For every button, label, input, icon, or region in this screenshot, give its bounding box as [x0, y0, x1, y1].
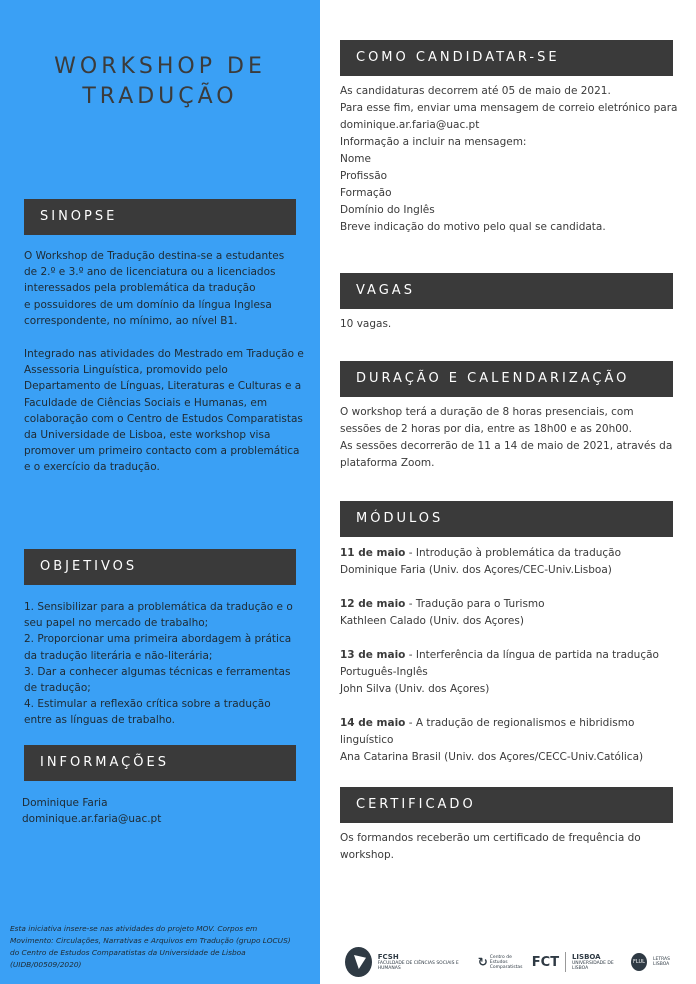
text-line: Informação a incluir na mensagem:: [340, 136, 527, 148]
fcsh-logo: FCSH FACULDADE DE CIÊNCIAS SOCIAIS E HUMANAS: [377, 953, 459, 971]
divider: [565, 952, 566, 972]
title-line-2: TRADUÇÃO: [82, 84, 238, 109]
module-speaker: Dominique Faria (Univ. dos Açores/CEC-Univ.Lisboa): [340, 564, 612, 576]
partner-logos: [345, 944, 675, 980]
text-line: Formação: [340, 187, 392, 199]
cec-logo: ↻ Centro de Estudos Comparatistas: [477, 954, 523, 970]
text-line: correspondente, no mínimo, ao nível B1.: [24, 314, 238, 327]
candidatar-text: [340, 83, 685, 236]
module-item: [340, 715, 685, 766]
text-line: As sessões decorrerão de 11 a 14 de maio de 2021, através da: [340, 440, 673, 452]
letras-logo: LETRAS LISBOA: [653, 957, 670, 967]
module-speaker: Kathleen Calado (Univ. dos Açores): [340, 615, 524, 627]
text-line: colaboração com o Centro de Estudos Comparatistas: [24, 412, 303, 425]
module-date: 14 de maio: [340, 717, 406, 729]
duracao-text: [340, 404, 685, 472]
candidatar-header: COMO CANDIDATAR-SE: [340, 40, 673, 76]
text-line: e possuidores de um domínio da língua Inglesa: [24, 298, 272, 311]
text-line: O Workshop de Tradução destina-se a estudantes: [24, 250, 285, 262]
certificado-header: CERTIFICADO: [340, 787, 673, 823]
application-email[interactable]: dominique.ar.faria@uac.pt: [340, 119, 480, 131]
text-line: Faculdade de Ciências Sociais e Humanas, em: [24, 396, 268, 409]
ulisboa-logo: LISBOA UNIVERSIDADE DE LISBOA: [571, 953, 614, 971]
text-line: 1. Sensibilizar para a problemática da tradução e o: [24, 601, 293, 613]
text-line: 4. Estimular a reflexão crítica sobre a tradução: [24, 698, 271, 711]
modulos-header: MÓDULOS: [340, 501, 673, 537]
text-line: da tradução literária e não-literária;: [24, 649, 213, 662]
text-line: As candidaturas decorrem até 05 de maio de 2021.: [340, 85, 611, 97]
objetivos-list: [24, 599, 309, 729]
informacoes-contact: [22, 795, 307, 827]
sinopse-header: SINOPSE: [24, 199, 296, 235]
text-line: workshop.: [340, 849, 394, 861]
text-line: Breve indicação do motivo pelo qual se candidata.: [340, 221, 606, 233]
text-line: interessados pela problemática da tradução: [24, 282, 256, 295]
module-topic: - Interferência da língua de partida na tradução: [405, 649, 659, 661]
text-line: 2. Proporcionar uma primeira abordagem à prática: [24, 633, 292, 646]
text-line: Nome: [340, 153, 371, 165]
sinopse-text: [24, 248, 309, 493]
fcsh-logo-icon: [345, 947, 372, 977]
module-topic-continued: Português-Inglês: [340, 666, 428, 678]
sinopse-paragraph-2: [24, 346, 309, 476]
sinopse-paragraph-1: [24, 248, 309, 329]
contact-email[interactable]: dominique.ar.faria@uac.pt: [22, 813, 162, 826]
text-line: de 2.º e 3.º ano de licenciatura ou a licenciados: [24, 266, 276, 279]
vagas-header: VAGAS: [340, 273, 673, 309]
module-topic: - Tradução para o Turismo: [405, 598, 545, 610]
text-line: e o exercício da tradução.: [24, 461, 160, 474]
module-topic: - A tradução de regionalismos e hibridismo: [405, 717, 635, 729]
module-topic: - Introdução à problemática da tradução: [405, 547, 622, 559]
title-line-1: WORKSHOP DE: [54, 54, 266, 79]
module-date: 13 de maio: [340, 649, 406, 661]
text-line: Esta iniciativa insere-se nas atividades do projeto MOV. Corpos em: [10, 924, 258, 933]
module-item: [340, 545, 685, 579]
module-topic-continued: linguístico: [340, 734, 394, 746]
module-date: 11 de maio: [340, 547, 406, 559]
module-item: [340, 596, 685, 630]
flul-logo: FLUL: [631, 953, 647, 971]
certificado-text: [340, 830, 685, 864]
vagas-text: 10 vagas.: [340, 318, 392, 330]
text-line: Movimento: Circulações, Narrativas e Arquivos em Tradução (grupo LOCUS): [10, 936, 291, 945]
footer-note: [10, 923, 315, 971]
modulos-list: [340, 545, 685, 783]
text-line: Departamento de Línguas, Literaturas e Culturas e a: [24, 380, 302, 393]
text-line: do Centro de Estudos Comparatistas da Universidade de Lisboa: [10, 948, 246, 957]
text-line: de tradução;: [24, 682, 91, 695]
text-line: da Universidade de Lisboa, este workshop visa: [24, 429, 271, 442]
text-line: entre as línguas de trabalho.: [24, 714, 175, 727]
contact-name: Dominique Faria: [22, 797, 108, 809]
module-item: [340, 647, 685, 698]
fct-logo: FCT: [531, 954, 560, 970]
cec-logo-icon: ↻: [477, 955, 488, 969]
text-line: Assessoria Linguística, promovido pelo: [24, 364, 228, 377]
text-line: O workshop terá a duração de 8 horas presenciais, com: [340, 406, 634, 418]
informacoes-header: INFORMAÇÕES: [24, 745, 296, 781]
text-line: (UIDB/00509/2020): [10, 960, 82, 969]
text-line: Os formandos receberão um certificado de frequência do: [340, 832, 641, 844]
objetivos-header: OBJETIVOS: [24, 549, 296, 585]
text-line: Domínio do Inglês: [340, 204, 435, 216]
text-line: sessões de 2 horas por dia, entre as 18h00 e as 20h00.: [340, 423, 632, 435]
text-line: plataforma Zoom.: [340, 457, 435, 469]
text-line: Integrado nas atividades do Mestrado em Tradução e: [24, 348, 304, 361]
text-line: Para esse fim, enviar uma mensagem de correio eletrónico para: [340, 102, 678, 114]
module-speaker: John Silva (Univ. dos Açores): [340, 683, 490, 695]
text-line: 3. Dar a conhecer algumas técnicas e ferramentas: [24, 665, 291, 678]
module-date: 12 de maio: [340, 598, 406, 610]
page-title: [40, 52, 280, 112]
text-line: seu papel no mercado de trabalho;: [24, 617, 209, 630]
module-speaker: Ana Catarina Brasil (Univ. dos Açores/CECC-Univ.Católica): [340, 751, 644, 763]
duracao-header: DURAÇÃO E CALENDARIZAÇÃO: [340, 361, 673, 397]
text-line: Profissão: [340, 170, 388, 182]
text-line: promover um primeiro contacto com a problemática: [24, 445, 300, 458]
